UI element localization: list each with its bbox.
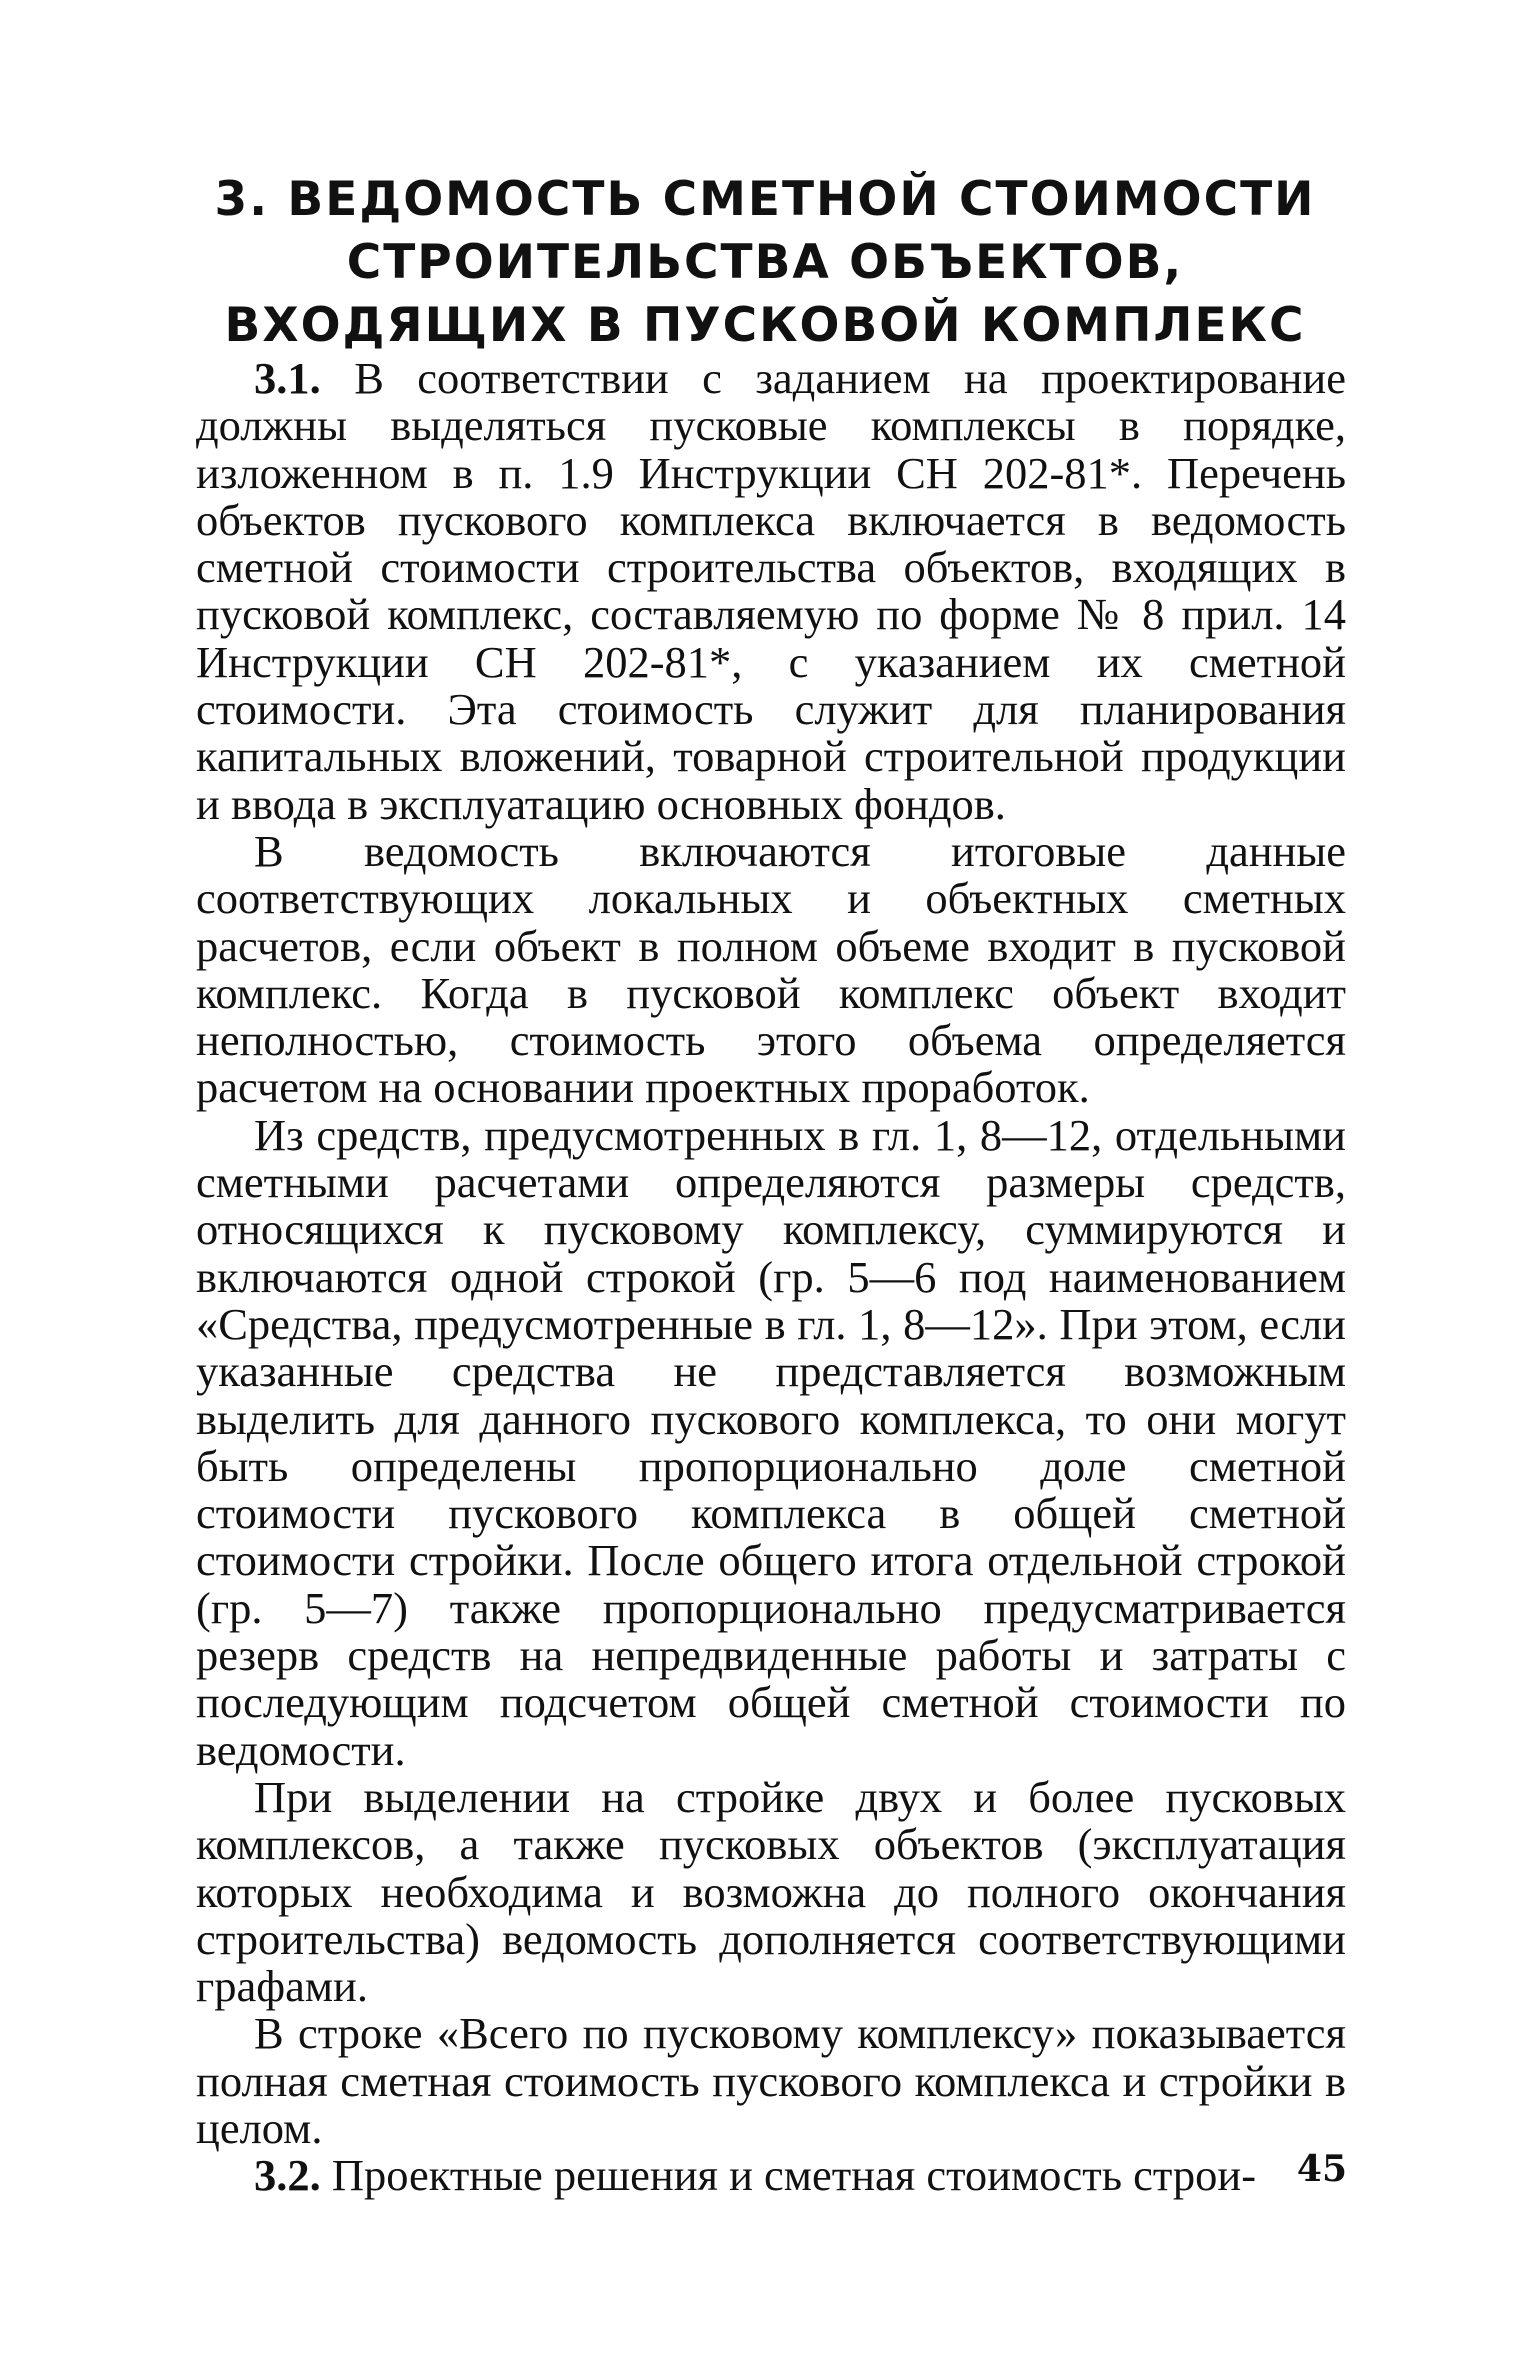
heading-line-2: СТРОИТЕЛЬСТВА ОБЪЕКТОВ, <box>346 235 1184 290</box>
paragraph-3-1 <box>196 355 1346 828</box>
paragraph-3-1-text: В соответствии с заданием на проектирование должны выделяться пусковые комплексы в порядке, изложенном в п. 1.9 Инструкции СН 202-81*. Перечень объектов пускового комплекса включается в ведомость сметной стоимости строительства объектов, входящих в пусковой комплекс, составляемую по форме № 8 прил. 14 Инструкции СН 202-81*, с указанием их сметной стоимости. Эта стоимость служит для планирования капитальных вложений, товарной строительной продукции и ввода в эксплуатацию основных фондов. <box>196 353 1346 829</box>
clause-number-3-2: 3.2. <box>254 2150 321 2201</box>
heading-line-1: 3. ВЕДОМОСТЬ СМЕТНОЙ СТОИМОСТИ <box>214 172 1316 227</box>
heading-line-3: ВХОДЯЩИХ В ПУСКОВОЙ КОМПЛЕКС <box>224 298 1306 353</box>
paragraph-3: Из средств, предусмотренных в гл. 1, 8—12, отдельными сметными расчетами определяются размеры средств, относящихся к пусковому комплексу, суммируются и включаются одной строкой (гр. 5—6 под наименованием «Средства, предусмотренные в гл. 1, 8—12». При этом, если указанные средства не представляется возможным выделить для данного пускового комплекса, то они могут быть определены пропорционально доле сметной стоимости пускового комплекса в общей сметной стоимости стройки. После общего итога отдельной строкой (гр. 5—7) также пропорционально предусматривается резерв средств на непредвиденные работы и затраты с последующим подсчетом общей сметной стоимости по ведомости. <box>196 1109 1346 1775</box>
clause-number-3-1: 3.1. <box>254 353 321 403</box>
section-body <box>196 355 1346 2200</box>
paragraph-3-2-text: Проектные решения и сметная стоимость строи- <box>331 2150 1257 2201</box>
page-number: 45 <box>1296 2148 1347 2190</box>
paragraph-5: В строке «Всего по пусковому комплексу» показывается полная сметная стоимость пускового комплекса и стройки в целом. <box>196 2008 1346 2153</box>
section-heading <box>180 168 1350 357</box>
paragraph-4: При выделении на стройке двух и более пусковых комплексов, а также пусковых объектов (эксплуатация которых необходима и возможна до полного окончания строительства) ведомость дополняется соответствующими графами. <box>196 1771 1346 2012</box>
paragraph-2: В ведомость включаются итоговые данные соответствующих локальных и объектных сметных расчетов, если объект в полном объеме входит в пусковой комплекс. Когда в пусковой комплекс объект входит неполностью, стоимость этого объема определяется расчетом на основании проектных проработок. <box>196 825 1346 1113</box>
paragraph-3-2 <box>196 2152 1346 2199</box>
